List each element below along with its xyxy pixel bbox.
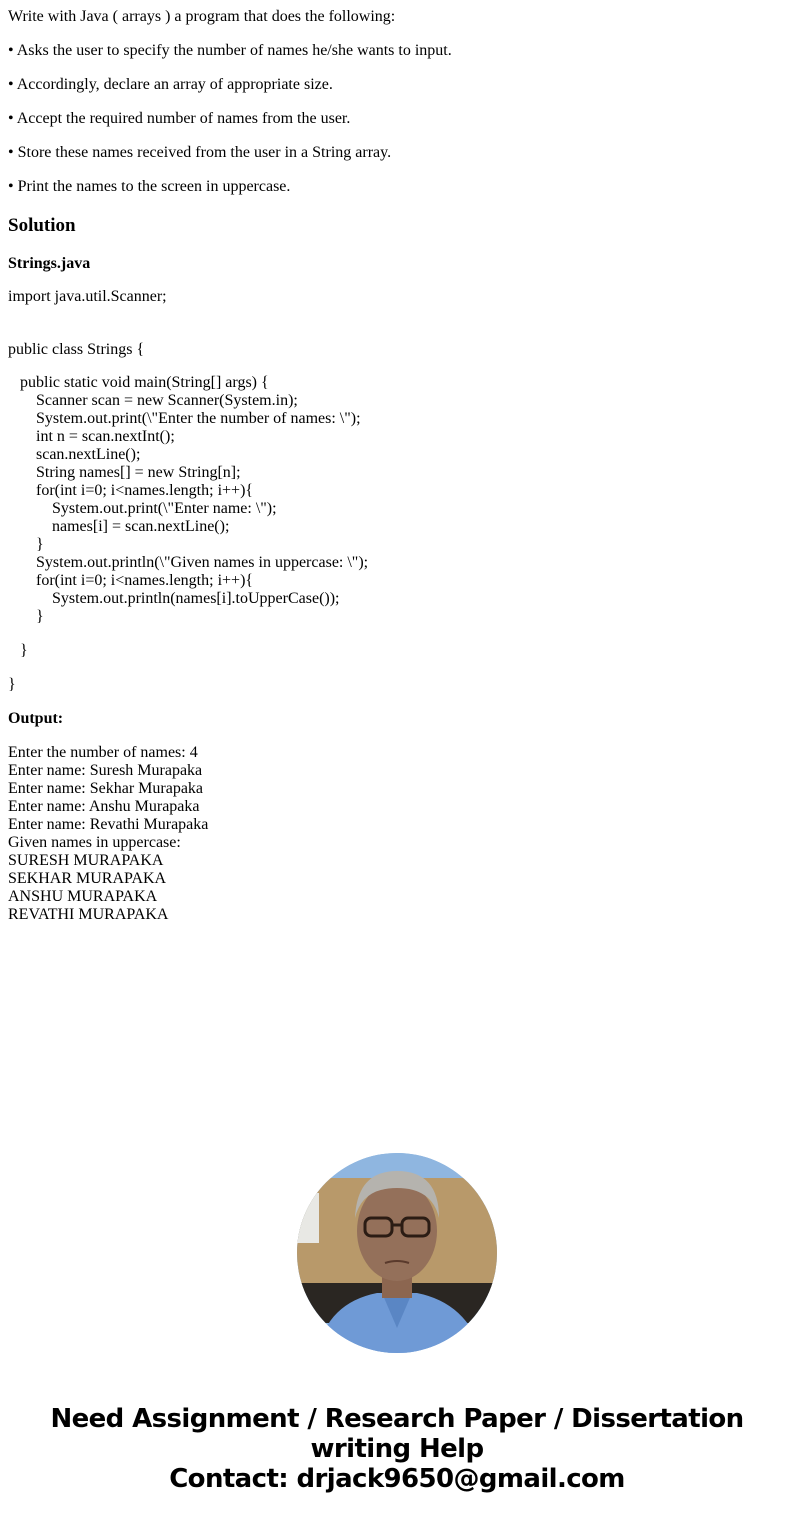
class-line: public class Strings { bbox=[8, 341, 145, 358]
code-line: scan.nextLine(); bbox=[36, 446, 141, 463]
bullet-2: • Accordingly, declare an array of appropriate size. bbox=[8, 76, 333, 93]
person-portrait-icon bbox=[297, 1153, 497, 1353]
bullet-4: • Store these names received from the user in a String array. bbox=[8, 144, 392, 161]
code-line: } bbox=[36, 608, 44, 625]
code-line: Scanner scan = new Scanner(System.in); bbox=[36, 392, 298, 409]
output-line: Given names in uppercase: bbox=[8, 834, 181, 851]
code-line: for(int i=0; i<names.length; i++){ bbox=[36, 482, 254, 499]
solution-heading: Solution bbox=[8, 215, 76, 236]
code-line: System.out.println(names[i].toUpperCase()); bbox=[52, 590, 340, 607]
file-name: Strings.java bbox=[8, 255, 91, 272]
output-line: SURESH MURAPAKA bbox=[8, 852, 164, 869]
footer-banner bbox=[0, 1404, 794, 1494]
code-line: for(int i=0; i<names.length; i++){ bbox=[36, 572, 254, 589]
author-photo bbox=[297, 1153, 497, 1353]
class-close: } bbox=[8, 676, 16, 693]
code-line: System.out.print(\"Enter name: \"); bbox=[52, 500, 277, 517]
code-line: String names[] = new String[n]; bbox=[36, 464, 241, 481]
output-line: Enter the number of names: 4 bbox=[8, 744, 198, 761]
code-line: names[i] = scan.nextLine(); bbox=[52, 518, 230, 535]
footer-line-1: Need Assignment / Research Paper / Dissertation bbox=[50, 1404, 744, 1434]
output-line: Enter name: Suresh Murapaka bbox=[8, 762, 203, 779]
output-label: Output: bbox=[8, 710, 64, 727]
output-line: ANSHU MURAPAKA bbox=[8, 888, 158, 905]
footer-contact: Contact: drjack9650@gmail.com bbox=[169, 1464, 625, 1494]
output-line: Enter name: Sekhar Murapaka bbox=[8, 780, 204, 797]
output-block bbox=[8, 744, 208, 924]
bullet-3: • Accept the required number of names from the user. bbox=[8, 110, 351, 127]
code-line: } bbox=[36, 536, 44, 553]
code-line: System.out.print(\"Enter the number of names: \"); bbox=[36, 410, 361, 427]
code-block bbox=[8, 374, 368, 626]
output-line: Enter name: Revathi Murapaka bbox=[8, 816, 209, 833]
footer-line-2: writing Help bbox=[310, 1434, 484, 1464]
output-line: Enter name: Anshu Murapaka bbox=[8, 798, 200, 815]
output-line: SEKHAR MURAPAKA bbox=[8, 870, 167, 887]
code-line: System.out.println(\"Given names in uppercase: \"); bbox=[36, 554, 369, 571]
code-line: public static void main(String[] args) { bbox=[20, 374, 269, 391]
method-close: } bbox=[20, 642, 28, 659]
import-line: import java.util.Scanner; bbox=[8, 288, 167, 305]
bullet-5: • Print the names to the screen in uppercase. bbox=[8, 178, 291, 195]
bullet-1: • Asks the user to specify the number of names he/she wants to input. bbox=[8, 42, 452, 59]
output-line: REVATHI MURAPAKA bbox=[8, 906, 169, 923]
question-intro: Write with Java ( arrays ) a program that does the following: bbox=[8, 8, 396, 25]
code-line: int n = scan.nextInt(); bbox=[36, 428, 175, 445]
